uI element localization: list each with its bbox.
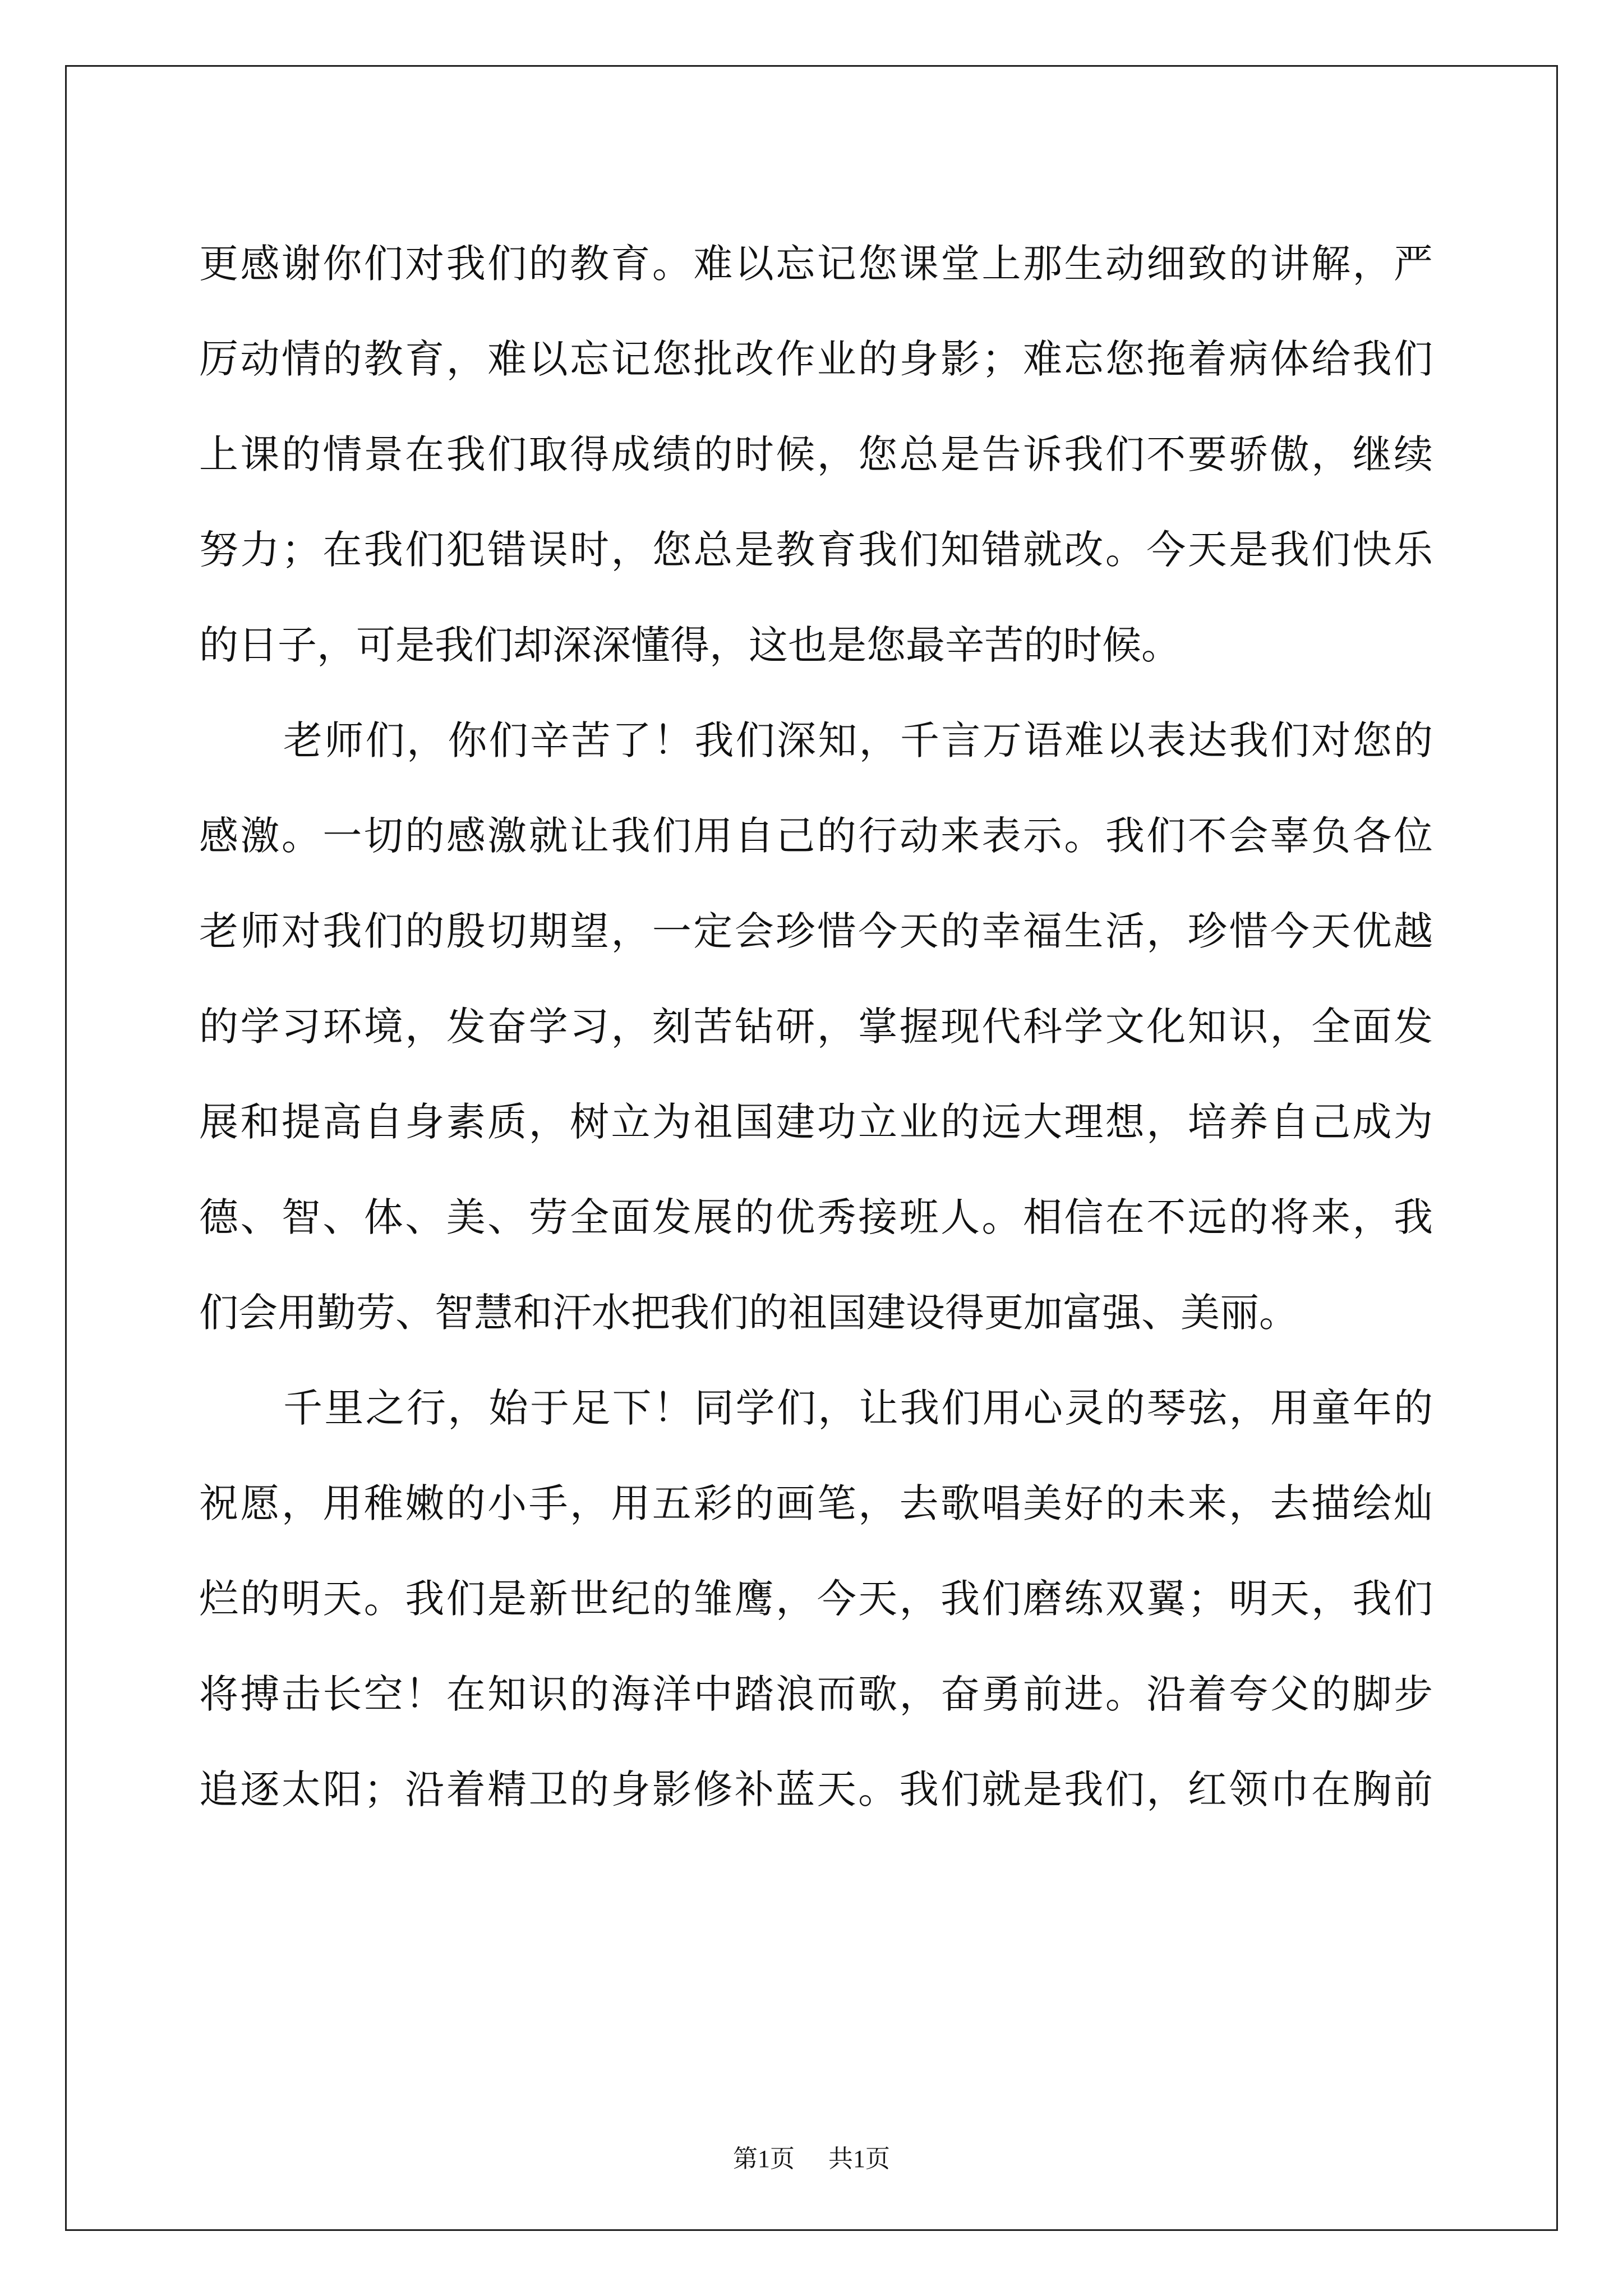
text-line: 上课的情景在我们取得成绩的时候，您总是告诉我们不要骄傲，继续 bbox=[199, 431, 1433, 477]
text-line: 的日子，可是我们却深深懂得，这也是您最辛苦的时候。 bbox=[199, 622, 1181, 668]
text-line: 的学习环境，发奋学习，刻苦钻研，掌握现代科学文化知识，全面发 bbox=[199, 1004, 1433, 1050]
paragraph-first-line: 千里之行，始于足下！同学们，让我们用心灵的琴弦，用童年的 bbox=[283, 1385, 1433, 1431]
text-line: 将搏击长空！在知识的海洋中踏浪而歌，奋勇前进。沿着夸父的脚步 bbox=[199, 1671, 1433, 1717]
text-line: 老师对我们的殷切期望，一定会珍惜今天的幸福生活，珍惜今天优越 bbox=[199, 908, 1433, 954]
text-line: 感激。一切的感激就让我们用自己的行动来表示。我们不会辜负各位 bbox=[199, 813, 1433, 859]
text-line: 追逐太阳；沿着精卫的身影修补蓝天。我们就是我们，红领巾在胸前 bbox=[199, 1766, 1433, 1812]
page-number: 第1页 bbox=[733, 2145, 795, 2173]
page-footer bbox=[0, 2138, 1623, 2174]
text-line: 厉动情的教育，难以忘记您批改作业的身影；难忘您拖着病体给我们 bbox=[199, 336, 1433, 382]
text-line: 更感谢你们对我们的教育。难以忘记您课堂上那生动细致的讲解，严 bbox=[199, 241, 1433, 287]
text-line: 展和提高自身素质，树立为祖国建功立业的远大理想，培养自己成为 bbox=[199, 1099, 1433, 1145]
paragraph-first-line: 老师们，你们辛苦了！我们深知，千言万语难以表达我们对您的 bbox=[283, 717, 1433, 763]
text-line: 德、智、体、美、劳全面发展的优秀接班人。相信在不远的将来，我 bbox=[199, 1194, 1433, 1240]
page-count: 共1页 bbox=[828, 2145, 890, 2173]
text-line: 烂的明天。我们是新世纪的雏鹰，今天，我们磨练双翼；明天，我们 bbox=[199, 1576, 1433, 1622]
text-line: 祝愿，用稚嫩的小手，用五彩的画笔，去歌唱美好的未来，去描绘灿 bbox=[199, 1480, 1433, 1526]
document-body bbox=[199, 216, 1433, 1837]
text-line: 努力；在我们犯错误时，您总是教育我们知错就改。今天是我们快乐 bbox=[199, 527, 1433, 573]
text-line: 们会用勤劳、智慧和汗水把我们的祖国建设得更加富强、美丽。 bbox=[199, 1290, 1298, 1336]
